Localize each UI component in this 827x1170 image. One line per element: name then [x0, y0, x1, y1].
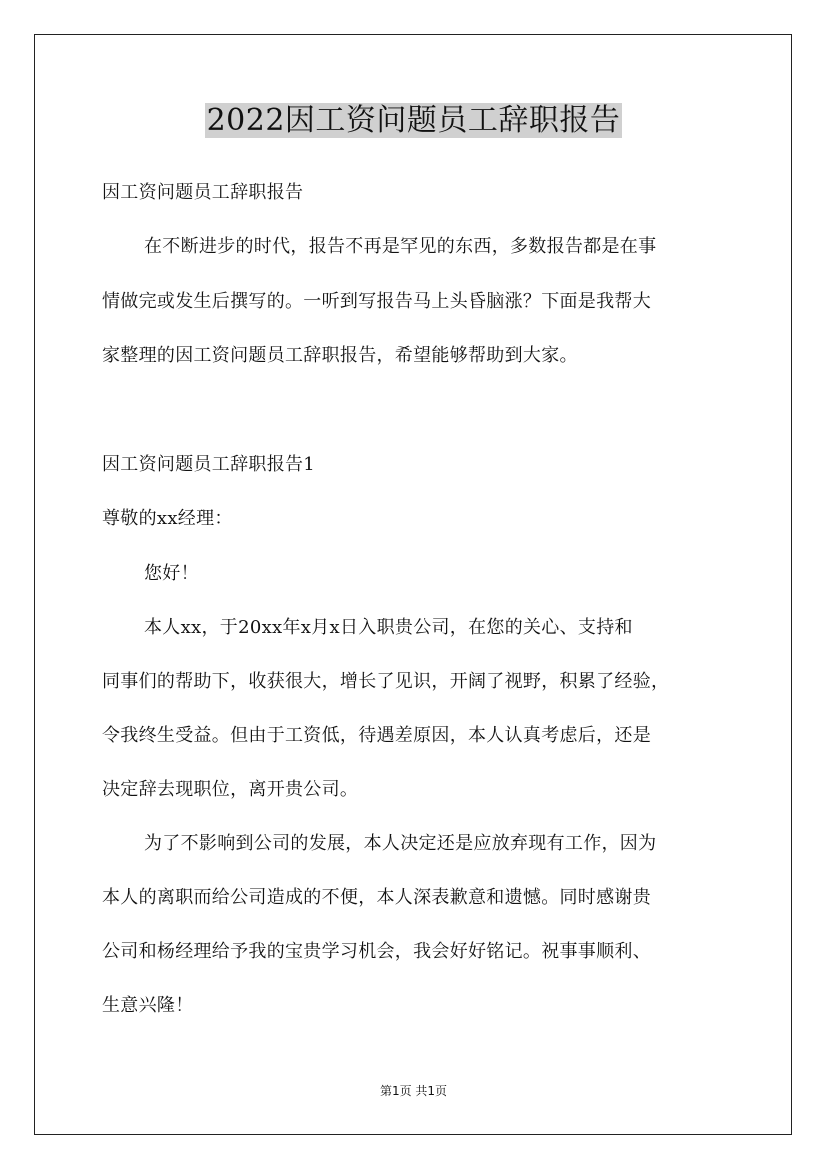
paragraph2-line-2: 本人的离职而给公司造成的不便，本人深表歉意和遗憾。同时感谢贵	[102, 887, 651, 908]
salutation: 尊敬的xx经理：	[102, 508, 233, 529]
intro-line-3: 家整理的因工资问题员工辞职报告，希望能够帮助到大家。	[102, 345, 578, 366]
paragraph1-line-3: 令我终生受益。但由于工资低，待遇差原因，本人认真考虑后，还是	[102, 725, 651, 746]
paragraph1-line-4: 决定辞去现职位，离开贵公司。	[102, 779, 359, 800]
paragraph2-line-1: 为了不影响到公司的发展，本人决定还是应放弃现有工作，因为	[144, 833, 657, 854]
intro-line-2: 情做完或发生后撰写的。一听到写报告马上头昏脑涨？下面是我帮大	[102, 291, 651, 312]
page-number-footer: 第1页 共1页	[379, 1084, 448, 1098]
document-title: 2022因工资问题员工辞职报告	[206, 103, 621, 138]
paragraph2-line-4: 生意兴隆！	[102, 995, 194, 1016]
document-subtitle: 因工资问题员工辞职报告	[102, 182, 304, 203]
paragraph1-line-2: 同事们的帮助下，收获很大，增长了见识，开阔了视野，积累了经验，	[102, 671, 670, 692]
intro-line-1: 在不断进步的时代，报告不再是罕见的东西，多数报告都是在事	[144, 236, 657, 257]
paragraph2-line-3: 公司和杨经理给予我的宝贵学习机会，我会好好铭记。祝事事顺利、	[102, 941, 651, 962]
paragraph1-line-1: 本人xx，于20xx年x月x日入职贵公司，在您的关心、支持和	[144, 617, 633, 638]
section-heading: 因工资问题员工辞职报告1	[102, 454, 316, 475]
greeting: 您好！	[144, 563, 199, 584]
